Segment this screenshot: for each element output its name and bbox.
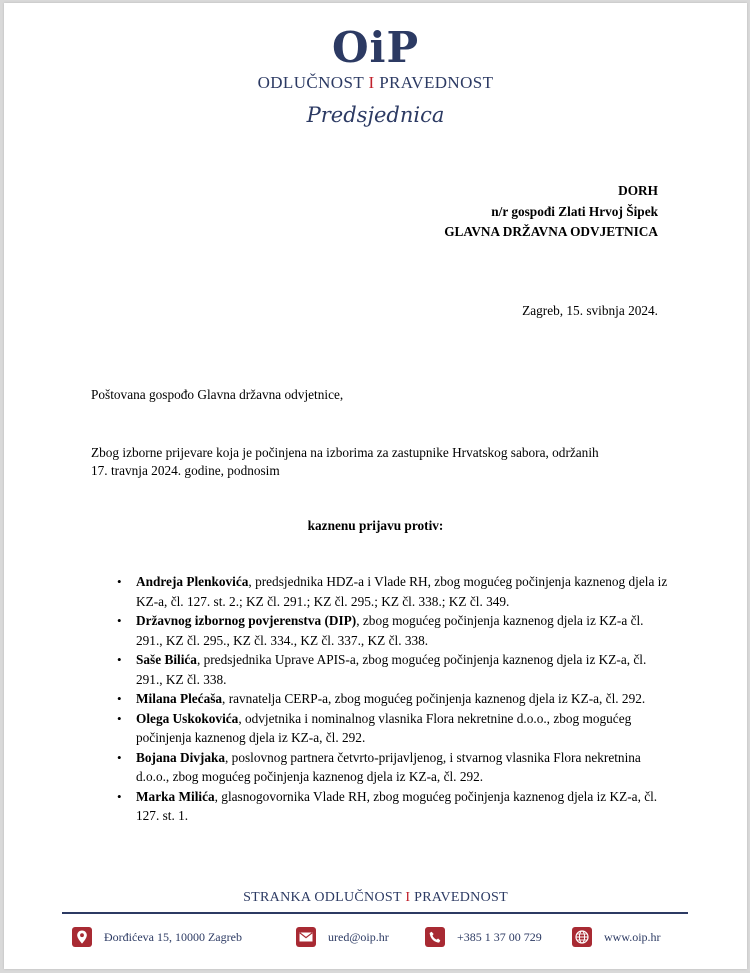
bullet-icon: •: [117, 691, 122, 706]
envelope-icon: [296, 927, 316, 947]
logo-text: OiP: [331, 23, 420, 72]
footer-party-right: PRAVEDNOST: [414, 890, 508, 905]
intro-paragraph: [91, 444, 671, 480]
phone-icon: [425, 927, 445, 947]
contact-phone[interactable]: [425, 924, 542, 950]
accused-name: Bojana Divjaka: [136, 749, 226, 765]
accused-details: , glasnogovornika Vlade RH, zbog mogućeg počinjenja kaznenog djela iz KZ-a, čl. 127. st. 1.: [136, 788, 658, 823]
accused-details: , poslovnog partnera četvrto-prijavljenog, i stvarnog vlasnika Flora nekretnina d.o.o., zbog mogućeg počinjenja kaznenog djela iz KZ-a, čl. 292.: [136, 749, 641, 784]
globe-icon: [572, 927, 592, 947]
accused-name: Milana Plećaša: [136, 691, 223, 706]
footer-party-name: [4, 890, 747, 906]
subject-heading: kaznenu prijavu protiv:: [307, 518, 444, 533]
addressee-line-3: GLAVNA DRŽAVNA ODVJETNICA: [444, 224, 658, 239]
list-item: [113, 689, 668, 709]
list-item: [113, 572, 668, 611]
footer-contacts: [4, 924, 747, 950]
bullet-icon: •: [117, 613, 122, 628]
phone-number[interactable]: +385 1 37 00 729: [457, 929, 542, 944]
intro-line-2: 17. travnja 2024. godine, podnosim: [91, 463, 280, 478]
brand-name: [4, 73, 747, 93]
brand-right: PRAVEDNOST: [379, 73, 494, 92]
brand-separator: I: [368, 73, 375, 92]
contact-email[interactable]: [296, 924, 389, 950]
bullet-icon: •: [117, 749, 122, 765]
bullet-icon: •: [117, 574, 122, 589]
bullet-icon: •: [117, 652, 122, 667]
intro-line-1: Zbog izborne prijevare koja je počinjena na izborima za zastupnike Hrvatskog sabora, održanih: [91, 445, 599, 460]
email-link[interactable]: ured@oip.hr: [328, 929, 389, 944]
sender-role: Predsjednica: [306, 103, 445, 127]
location-pin-icon: [72, 927, 92, 947]
contact-address: [72, 924, 242, 950]
bullet-icon: •: [117, 710, 122, 726]
accused-name: Olega Uskokovića: [136, 710, 239, 726]
salutation: Poštovana gospođo Glavna državna odvjetnice,: [91, 387, 344, 402]
bullet-icon: •: [117, 788, 122, 804]
brand-left: ODLUČNOST: [257, 73, 364, 92]
accused-details: , predsjednika HDZ-a i Vlade RH, zbog mogućeg počinjenja kaznenog djela iz KZ-a, čl. 127. st. 2.; KZ čl. 291.; KZ čl. 295.; KZ čl. 338.; KZ čl. 349.: [136, 574, 668, 609]
accused-name: Andreja Plenkovića: [136, 574, 249, 589]
accused-details: , zbog mogućeg počinjenja kaznenog djela iz KZ-a čl. 291., KZ čl. 295., KZ čl. 334., KZ čl. 337., KZ čl. 338.: [136, 613, 644, 648]
accused-details: , predsjednika Uprave APIS-a, zbog mogućeg počinjenja kaznenog djela iz KZ-a, čl. 291., KZ čl. 338.: [136, 652, 647, 687]
footer-party-left: STRANKA ODLUČNOST: [243, 890, 402, 905]
party-logo: [4, 25, 747, 71]
addressee-line-1: DORH: [618, 183, 658, 198]
accused-name: Državnog izbornog povjerenstva (DIP): [136, 613, 357, 628]
website-link[interactable]: www.oip.hr: [604, 929, 661, 944]
letter-page: [4, 3, 747, 969]
list-item: [113, 709, 668, 748]
list-item: [113, 650, 668, 689]
accused-name: Saše Bilića: [136, 652, 197, 667]
list-item: [113, 611, 668, 650]
footer-party-separator: I: [405, 890, 411, 905]
footer-divider: [62, 912, 688, 914]
accused-name: Marka Milića: [136, 788, 215, 804]
addressee-line-2: n/r gospođi Zlati Hrvoj Šipek: [491, 203, 658, 219]
addressee-block: [444, 181, 658, 243]
address-text: Đorđićeva 15, 10000 Zagreb: [104, 929, 242, 944]
accused-details: , ravnatelja CERP-a, zbog mogućeg počinjenja kaznenog djela iz KZ-a, čl. 292.: [222, 691, 646, 706]
accused-list: [113, 572, 668, 826]
list-item: [113, 787, 668, 826]
letter-date: Zagreb, 15. svibnja 2024.: [522, 303, 658, 318]
list-item: [113, 748, 668, 787]
contact-website[interactable]: [572, 924, 661, 950]
accused-details: , odvjetnika i nominalnog vlasnika Flora nekretnine d.o.o., zbog mogućeg počinjenja kaznenog djela iz KZ-a, čl. 292.: [136, 710, 632, 745]
